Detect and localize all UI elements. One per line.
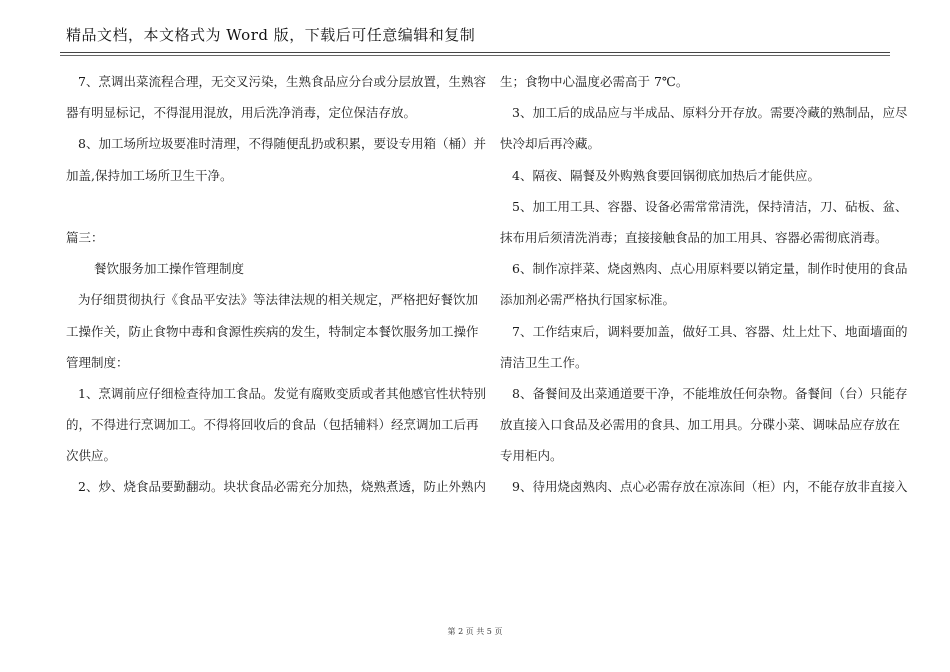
left-column-line: 8、加工场所垃圾要准时清理，不得随便乱扔或积累，要设专用箱（桶）并 [78, 136, 486, 152]
right-column-line: 生；食物中心温度必需高于 7℃。 [500, 74, 689, 89]
right-column-line: 快冷却后再冷藏。 [500, 136, 601, 152]
left-column-line: 为仔细贯彻执行《食品平安法》等法律法规的相关规定，严格把好餐饮加 [78, 292, 479, 308]
left-column-line: 次供应。 [66, 448, 117, 464]
right-column-line: 7、工作结束后，调料要加盖，做好工具、容器、灶上灶下、地面墙面的 [512, 323, 908, 339]
right-column-line: 9、待用烧卤熟肉、点心必需存放在凉冻间（柜）内，不能存放非直接入 [512, 479, 908, 495]
left-column-line: 工操作关，防止食物中毒和食源性疾病的发生，特制定本餐饮服务加工操作 [66, 323, 479, 339]
right-column-line: 6、制作凉拌菜、烧卤熟肉、点心用原料要以销定量，制作时使用的食品 [512, 261, 908, 277]
left-column-line: 餐饮服务加工操作管理制度 [94, 261, 245, 277]
left-column-line: 2、炒、烧食品要勤翻动。块状食品必需充分加热，烧熟煮透，防止外熟内 [78, 479, 486, 495]
left-column-line: 管理制度： [66, 354, 129, 370]
left-column-line: 篇三： [66, 229, 104, 245]
left-column-line: 1、烹调前应仔细检查待加工食品。发觉有腐败变质或者其他感官性状特别 [78, 385, 486, 401]
right-column-line: 添加剂必需严格执行国家标准。 [500, 292, 676, 308]
left-column-line [66, 191, 478, 222]
left-column-line: 的，不得进行烹调加工。不得将回收后的食品（包括辅料）经烹调加工后再 [66, 417, 479, 433]
header-rule-bottom [60, 55, 890, 56]
right-column-line: 5、加工用工具、容器、设备必需常常清洗，保持清洁，刀、砧板、盆、 [512, 198, 908, 214]
right-column-line: 8、备餐间及出菜通道要干净，不能堆放任何杂物。备餐间（台）只能存 [512, 385, 908, 401]
right-column-line: 4、隔夜、隔餐及外购熟食要回锅彻底加热后才能供应。 [512, 167, 820, 183]
page-footer-indicator: 第 2 页 共 5 页 [447, 627, 503, 636]
left-column-line: 加盖,保持加工场所卫生干净。 [66, 167, 233, 183]
right-text-column [500, 66, 908, 503]
right-column-line: 放直接入口食品及必需用的食具、加工用具。分碟小菜、调味品应存放在 [500, 417, 901, 433]
left-text-column [66, 66, 486, 503]
right-column-line: 专用柜内。 [500, 448, 563, 464]
right-column-line: 抹布用后须清洗消毒；直接接触食品的加工用具、容器必需彻底消毒。 [500, 229, 888, 245]
right-column-line: 3、加工后的成品应与半成品、原料分开存放。需要冷藏的熟制品，应尽 [512, 105, 908, 121]
left-column-line: 器有明显标记，不得混用混放，用后洗净消毒，定位保洁存放。 [66, 105, 417, 121]
right-column-line: 清洁卫生工作。 [500, 354, 588, 370]
left-column-line: 7、烹调出菜流程合理，无交叉污染，生熟食品应分台或分层放置，生熟容 [78, 74, 486, 89]
document-header-title: 精品文档，本文格式为 Word 版，下载后可任意编辑和复制 [66, 26, 476, 44]
header-rule-top [60, 52, 890, 53]
